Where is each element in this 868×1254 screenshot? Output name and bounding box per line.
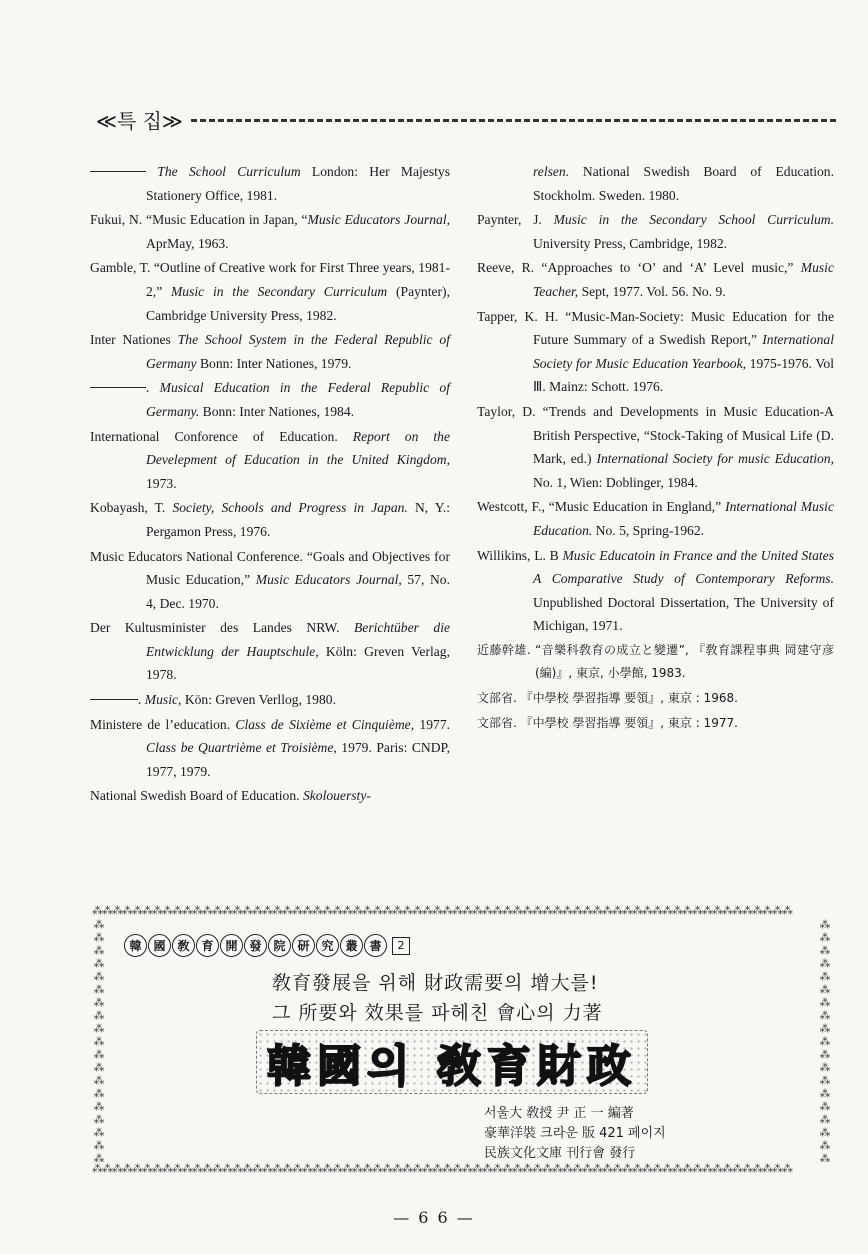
series-char: 開 <box>220 934 243 957</box>
reference: Gamble, T. “Outline of Creative work for First Three years, 1981-2,” Music in the Secondary Curriculum (Paynter), Cambridge University Press, 1982. <box>90 260 450 323</box>
reference: Tapper, K. H. “Music-Man-Society: Music Education for the Future Summary of a Swedish Report,” International Society for Music Education Yearbook, 1975-1976. Vol Ⅲ. Mainz: Schott. 1976. <box>477 308 834 395</box>
header-rule <box>191 119 836 122</box>
series-char: 敎 <box>172 934 195 957</box>
series-char: 國 <box>148 934 171 957</box>
publisher-line: 民族文化文庫 刊行會 發行 <box>484 1146 636 1161</box>
left-column <box>90 160 450 809</box>
ad-border-left: ⁂⁂⁂⁂⁂⁂⁂⁂⁂⁂⁂⁂⁂⁂⁂⁂⁂⁂⁂ <box>93 918 105 1162</box>
series-char: 叢 <box>340 934 363 957</box>
page-number: — 6 6 — <box>393 1208 475 1227</box>
reference: Music Educators National Conference. “Goals and Objectives for Music Education,” Music Educators Journal, 57, No. 4, Dec. 1970. <box>90 548 450 611</box>
book-advertisement <box>92 904 832 1176</box>
series-char: 育 <box>196 934 219 957</box>
reference: Der Kultusminister des Landes NRW. Berichtüber die Entwicklung der Hauptschule, Köln: Greven Verlag, 1978. <box>90 620 450 683</box>
reference: Taylor, D. “Trends and Developments in Music Education-A British Perspective, “Stock-Taking of Musical Life (D. Mark, ed.) International Society for music Education, No. 1, Wien: Doblinger, 1984. <box>477 403 834 490</box>
reference: Kobayash, T. Society, Schools and Progress in Japan. N, Y.: Pergamon Press, 1976. <box>90 500 451 539</box>
reference: 近藤幹雄. “音樂科敎育の成立と變遷”, 『敎育課程事典 岡建守彦(編)』, 東京, 小學館, 1983. <box>477 642 834 681</box>
section-label: ≪특 집≫ <box>96 108 183 133</box>
reference: . Musical Education in the Federal Republic of Germany. Bonn: Inter Nationes, 1984. <box>90 376 450 423</box>
ad-border-top: ⁂⁂⁂⁂⁂⁂⁂⁂⁂⁂⁂⁂⁂⁂⁂⁂⁂⁂⁂⁂⁂⁂⁂⁂⁂⁂⁂⁂⁂⁂⁂⁂⁂⁂⁂⁂⁂⁂⁂⁂⁂⁂⁂⁂⁂⁂⁂⁂⁂⁂⁂⁂⁂⁂⁂⁂⁂⁂⁂⁂⁂⁂⁂⁂⁂⁂⁂⁂⁂⁂ <box>92 904 792 917</box>
author-line: 서울大 敎授 尹 正 一 編著 <box>484 1106 634 1121</box>
ad-tagline-2: 그 所要와 效果를 파헤친 會心의 力著 <box>272 1002 603 1024</box>
book-title: 韓國의 敎育財政 <box>256 1030 648 1094</box>
ad-border-right: ⁂⁂⁂⁂⁂⁂⁂⁂⁂⁂⁂⁂⁂⁂⁂⁂⁂⁂⁂ <box>819 918 831 1162</box>
series-char: 院 <box>268 934 291 957</box>
series-number: 2 <box>392 937 410 955</box>
series-title <box>124 934 410 957</box>
reference: Ministere de l’education. Class de Sixième et Cinquième, 1977. Class be Quartrième et Troisième, 1979. Paris: CNDP, 1977, 1979. <box>90 716 451 779</box>
format-line: 豪華洋裝 크라운 版 421 페이지 <box>484 1126 666 1141</box>
reference: 文部省. 『中學校 學習指導 要領』, 東京 : 1968. <box>477 691 738 706</box>
reference: Willikins, L. B Music Educatoin in France and the United States A Comparative Study of Contemporary Reforms. Unpublished Doctoral Dissertation, The University of Michigan, 1971. <box>477 547 834 634</box>
reference: Paynter, J. Music in the Secondary School Curriculum. University Press, Cambridge, 1982. <box>477 212 834 251</box>
reference: 文部省. 『中學校 學習指導 要領』, 東京 : 1977. <box>477 715 738 730</box>
series-char: 發 <box>244 934 267 957</box>
reference: International Conforence of Education. Report on the Develepment of Education in the United Kingdom, 1973. <box>90 428 450 491</box>
reference: Fukui, N. “Music Education in Japan, “Music Educators Journal, AprMay, 1963. <box>90 212 450 251</box>
ad-border-bottom: ⁂⁂⁂⁂⁂⁂⁂⁂⁂⁂⁂⁂⁂⁂⁂⁂⁂⁂⁂⁂⁂⁂⁂⁂⁂⁂⁂⁂⁂⁂⁂⁂⁂⁂⁂⁂⁂⁂⁂⁂⁂⁂⁂⁂⁂⁂⁂⁂⁂⁂⁂⁂⁂⁂⁂⁂⁂⁂⁂⁂⁂⁂⁂⁂⁂⁂⁂⁂⁂⁂ <box>92 1162 792 1175</box>
series-char: 究 <box>316 934 339 957</box>
ad-tagline-1: 敎育發展을 위해 財政需要의 增大를! <box>272 972 599 994</box>
series-char: 韓 <box>124 934 147 957</box>
reference: The School Curriculum London: Her Majestys Stationery Office, 1981. <box>90 160 450 207</box>
reference: National Swedish Board of Education. Skolouersty- <box>90 788 371 804</box>
reference: . Music, Kön: Greven Verllog, 1980. <box>90 688 450 712</box>
reference: relsen. National Swedish Board of Education. Stockholm. Sweden. 1980. <box>533 164 834 203</box>
reference: Reeve, R. “Approaches to ‘O’ and ‘A’ Level music,” Music Teacher, Sept, 1977. Vol. 56. No. 9. <box>477 260 834 299</box>
reference: Westcott, F., “Music Education in England,” International Music Education. No. 5, Spring-1962. <box>477 499 834 538</box>
reference: Inter Nationes The School System in the Federal Republic of Germany Bonn: Inter Nationes, 1979. <box>90 332 451 371</box>
right-column <box>477 160 834 736</box>
section-header <box>96 104 836 134</box>
series-char: 書 <box>364 934 387 957</box>
series-char: 研 <box>292 934 315 957</box>
